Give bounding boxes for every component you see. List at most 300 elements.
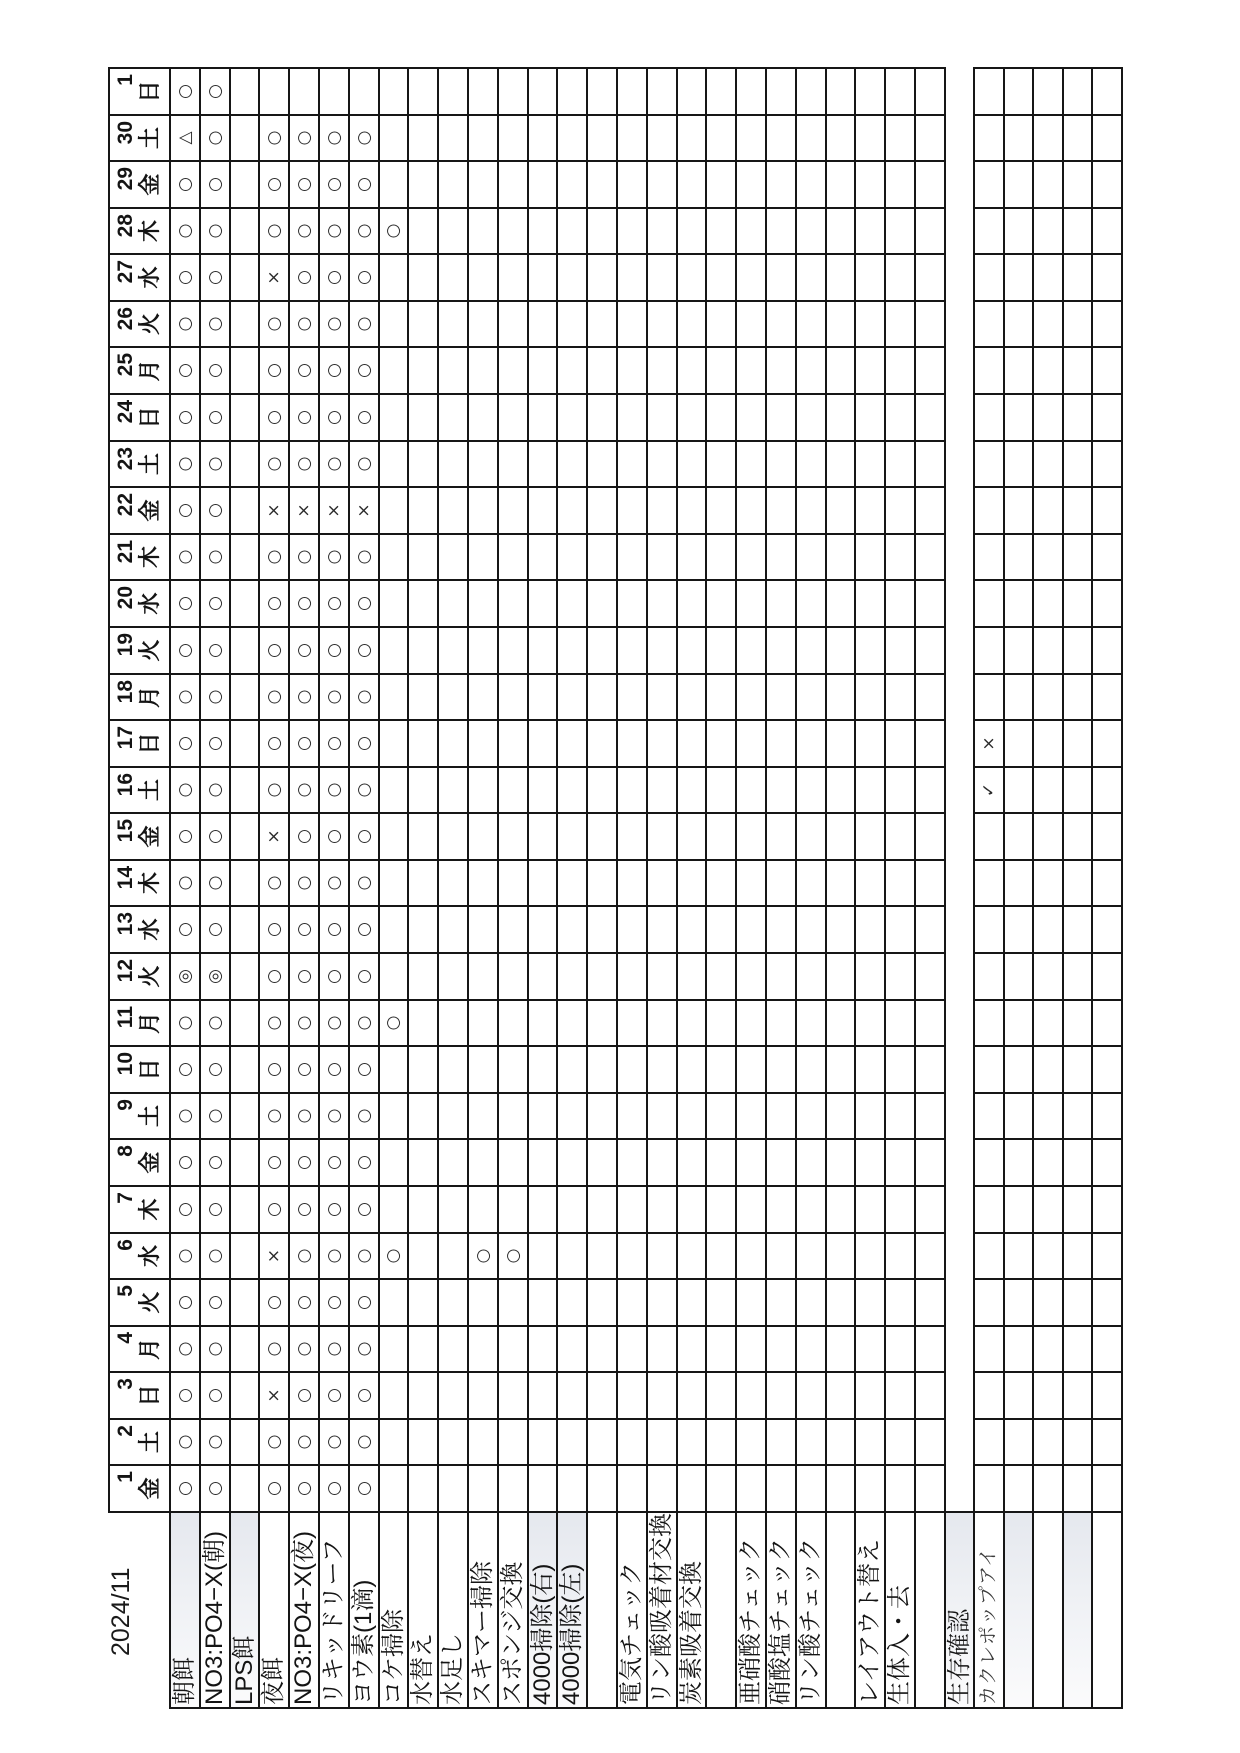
check-cell xyxy=(497,207,529,255)
check-cell xyxy=(467,579,499,628)
check-cell xyxy=(646,114,678,162)
check-cell xyxy=(229,393,260,442)
handwritten-mark: × xyxy=(323,503,344,518)
date-header-cell xyxy=(108,486,171,535)
handwritten-mark: ○ xyxy=(263,1202,284,1217)
handwritten-mark: × xyxy=(293,503,314,518)
check-cell xyxy=(616,579,648,628)
handwritten-mark: ○ xyxy=(263,316,284,332)
handwritten-mark: ○ xyxy=(353,316,374,332)
check-cell xyxy=(765,859,797,907)
check-cell xyxy=(825,766,856,814)
check-cell xyxy=(169,300,201,348)
day-number: 29 xyxy=(114,167,137,191)
task-label: NO3:PO4−X(朝) xyxy=(201,1530,228,1705)
check-cell xyxy=(497,626,529,675)
check-cell xyxy=(229,1464,260,1513)
check-cell xyxy=(854,207,886,255)
handwritten-mark: ○ xyxy=(293,363,314,378)
handwritten-mark: ○ xyxy=(323,363,344,378)
check-cell xyxy=(646,1325,678,1373)
task-label-cell xyxy=(765,1511,797,1709)
survival-check-cell xyxy=(1062,533,1093,581)
day-number: 6 xyxy=(114,1239,137,1251)
check-cell xyxy=(437,1371,469,1420)
survival-check-cell xyxy=(1003,1325,1034,1373)
check-cell xyxy=(735,859,767,907)
check-cell xyxy=(258,486,290,535)
check-cell xyxy=(407,533,439,581)
check-cell xyxy=(318,1232,350,1280)
check-cell xyxy=(646,533,678,581)
handwritten-mark: ○ xyxy=(263,130,284,146)
check-cell xyxy=(735,486,767,535)
check-cell xyxy=(854,1138,886,1187)
handwritten-mark: ○ xyxy=(293,316,314,332)
handwritten-mark: ○ xyxy=(323,1388,344,1403)
check-cell xyxy=(378,1092,409,1140)
survival-check-cell xyxy=(973,1464,1005,1513)
survival-check-cell xyxy=(1062,1138,1093,1187)
check-cell xyxy=(586,1185,618,1234)
check-cell xyxy=(318,1464,350,1513)
check-cell xyxy=(735,905,767,954)
check-cell xyxy=(676,999,707,1047)
check-cell xyxy=(378,1371,409,1420)
weekday: 土 xyxy=(137,779,162,802)
check-cell xyxy=(169,114,201,162)
check-cell xyxy=(765,766,797,814)
date-header-cell xyxy=(108,952,171,1001)
check-cell xyxy=(884,952,916,1001)
handwritten-mark: ○ xyxy=(174,270,195,285)
check-cell xyxy=(825,952,856,1001)
check-cell xyxy=(378,1418,409,1466)
handwritten-mark: ○ xyxy=(323,549,344,565)
check-cell xyxy=(378,114,409,162)
task-label-cell xyxy=(586,1511,618,1709)
check-cell xyxy=(318,300,350,348)
check-cell xyxy=(437,766,469,814)
weekday: 木 xyxy=(137,1198,162,1221)
check-cell xyxy=(318,905,350,954)
handwritten-mark: ○ xyxy=(293,643,314,658)
check-cell xyxy=(407,160,439,209)
survival-check-cell xyxy=(1003,812,1034,861)
handwritten-mark: ○ xyxy=(174,736,195,751)
check-cell xyxy=(467,1138,499,1187)
check-cell xyxy=(795,1232,827,1280)
check-cell xyxy=(854,1092,886,1140)
task-label-cell xyxy=(288,1511,320,1709)
check-cell xyxy=(288,952,320,1001)
handwritten-mark: ◎ xyxy=(174,969,195,984)
check-cell xyxy=(229,300,260,348)
survival-check-cell xyxy=(1062,440,1093,488)
survival-check-cell xyxy=(1032,905,1064,954)
date-header-cell xyxy=(108,766,171,814)
check-cell xyxy=(229,999,260,1047)
survival-check-cell xyxy=(1091,486,1123,535)
check-cell xyxy=(646,1418,678,1466)
survival-check-cell xyxy=(1003,579,1034,628)
survival-check-cell xyxy=(1003,440,1034,488)
survival-check-cell xyxy=(973,486,1005,535)
handwritten-mark: ○ xyxy=(263,177,284,192)
check-cell xyxy=(318,253,350,302)
check-cell xyxy=(258,673,290,721)
task-label-cell xyxy=(705,1511,737,1709)
check-cell xyxy=(497,300,529,348)
survival-check-cell xyxy=(1091,859,1123,907)
weekday: 金 xyxy=(137,173,162,196)
survival-check-cell xyxy=(1091,1464,1123,1513)
check-cell xyxy=(854,253,886,302)
check-cell xyxy=(795,300,827,348)
survival-check-cell xyxy=(1003,1371,1034,1420)
check-cell xyxy=(229,673,260,721)
survival-check-cell xyxy=(1091,766,1123,814)
check-cell xyxy=(169,160,201,209)
survival-check-cell xyxy=(973,1325,1005,1373)
survival-check-cell xyxy=(1062,207,1093,255)
check-cell xyxy=(527,626,558,675)
check-cell xyxy=(527,1325,558,1373)
check-cell xyxy=(556,300,588,348)
date-header-cell xyxy=(108,67,171,116)
check-cell xyxy=(318,1278,350,1327)
check-cell xyxy=(556,1464,588,1513)
handwritten-mark: ○ xyxy=(263,782,284,798)
check-cell xyxy=(914,1325,946,1373)
check-cell xyxy=(586,999,618,1047)
check-cell xyxy=(705,300,737,348)
check-cell xyxy=(348,999,380,1047)
handwritten-mark: ○ xyxy=(353,363,374,378)
check-cell xyxy=(258,1092,290,1140)
check-cell xyxy=(914,999,946,1047)
check-cell xyxy=(646,440,678,488)
survival-check-cell xyxy=(1003,859,1034,907)
task-label-cell xyxy=(199,1511,231,1709)
survival-check-cell xyxy=(1091,1371,1123,1420)
check-cell xyxy=(318,812,350,861)
check-cell xyxy=(169,812,201,861)
check-cell xyxy=(199,1464,231,1513)
day-number: 30 xyxy=(114,121,137,145)
check-cell xyxy=(854,1278,886,1327)
check-cell xyxy=(586,626,618,675)
check-cell xyxy=(288,1371,320,1420)
check-cell xyxy=(199,999,231,1047)
check-cell xyxy=(765,1185,797,1234)
date-header-cell xyxy=(108,626,171,675)
check-cell xyxy=(616,300,648,348)
check-cell xyxy=(854,346,886,395)
handwritten-mark: ○ xyxy=(353,270,374,285)
survival-check-cell xyxy=(1062,1418,1093,1466)
check-cell xyxy=(646,346,678,395)
check-cell xyxy=(556,952,588,1001)
task-label: 4000掃除(左) xyxy=(558,1563,585,1705)
check-cell xyxy=(795,766,827,814)
date-header-cell xyxy=(108,207,171,255)
check-cell xyxy=(854,1325,886,1373)
handwritten-mark: ○ xyxy=(174,1481,195,1496)
check-cell xyxy=(229,67,260,116)
handwritten-mark: ○ xyxy=(383,1248,403,1264)
survival-check-cell xyxy=(1062,486,1093,535)
check-cell xyxy=(497,1045,529,1094)
check-cell xyxy=(318,719,350,768)
check-cell xyxy=(258,626,290,675)
check-cell xyxy=(556,533,588,581)
check-cell xyxy=(765,579,797,628)
task-label-cell xyxy=(854,1511,886,1709)
check-cell xyxy=(646,1092,678,1140)
check-cell xyxy=(884,1418,916,1466)
check-cell xyxy=(407,1418,439,1466)
check-cell xyxy=(199,1185,231,1234)
check-cell xyxy=(527,67,558,116)
check-cell xyxy=(884,859,916,907)
check-cell xyxy=(229,859,260,907)
task-label: 4000掃除(右) xyxy=(528,1563,556,1705)
handwritten-mark: ○ xyxy=(502,1248,523,1264)
check-cell xyxy=(765,1371,797,1420)
check-cell xyxy=(288,253,320,302)
check-cell xyxy=(825,1092,856,1140)
handwritten-mark: ○ xyxy=(293,829,314,844)
check-cell xyxy=(348,626,380,675)
task-label-cell xyxy=(825,1511,856,1709)
check-cell xyxy=(914,300,946,348)
check-cell xyxy=(825,1138,856,1187)
check-cell xyxy=(437,859,469,907)
survival-label-cell xyxy=(1091,1511,1123,1709)
survival-check-cell xyxy=(1003,999,1034,1047)
handwritten-mark: ○ xyxy=(353,410,374,425)
handwritten-mark: ○ xyxy=(174,363,195,378)
check-cell xyxy=(854,1232,886,1280)
check-cell xyxy=(258,1138,290,1187)
check-cell xyxy=(437,905,469,954)
check-cell xyxy=(288,207,320,255)
handwritten-mark: ○ xyxy=(353,1062,374,1077)
handwritten-mark: ○ xyxy=(323,922,344,937)
check-cell xyxy=(735,253,767,302)
survival-check-cell xyxy=(1032,812,1064,861)
check-cell xyxy=(497,67,529,116)
check-cell xyxy=(229,905,260,954)
check-cell xyxy=(527,393,558,442)
check-cell xyxy=(199,346,231,395)
check-cell xyxy=(556,393,588,442)
handwritten-mark: ○ xyxy=(174,1062,195,1077)
survival-check-cell xyxy=(1062,1092,1093,1140)
check-cell xyxy=(586,207,618,255)
date-header-cell xyxy=(108,1092,171,1140)
check-cell xyxy=(825,812,856,861)
survival-check-cell xyxy=(1062,1278,1093,1327)
check-cell xyxy=(437,579,469,628)
survival-check-cell xyxy=(1032,952,1064,1001)
check-cell xyxy=(705,346,737,395)
survival-check-cell xyxy=(1091,673,1123,721)
check-cell xyxy=(914,533,946,581)
task-label: 炭素吸着交換 xyxy=(677,1561,705,1705)
check-cell xyxy=(795,579,827,628)
check-cell xyxy=(735,999,767,1047)
handwritten-mark: ○ xyxy=(323,969,344,984)
handwritten-mark: ○ xyxy=(293,782,314,798)
check-cell xyxy=(765,952,797,1001)
check-cell xyxy=(407,114,439,162)
check-cell xyxy=(348,1138,380,1187)
check-cell xyxy=(318,1418,350,1466)
handwritten-mark: ○ xyxy=(293,1155,314,1170)
check-cell xyxy=(586,673,618,721)
check-cell xyxy=(437,673,469,721)
check-cell xyxy=(825,533,856,581)
check-cell xyxy=(348,1185,380,1234)
survival-check-cell xyxy=(1062,1325,1093,1373)
check-cell xyxy=(169,579,201,628)
check-cell xyxy=(318,952,350,1001)
survival-check-cell xyxy=(1091,67,1123,116)
check-cell xyxy=(765,812,797,861)
check-cell xyxy=(825,1464,856,1513)
check-cell xyxy=(795,1185,827,1234)
check-cell xyxy=(884,160,916,209)
check-cell xyxy=(497,1325,529,1373)
check-cell xyxy=(586,1092,618,1140)
handwritten-mark: ○ xyxy=(204,84,225,99)
task-label-cell xyxy=(437,1511,469,1709)
check-cell xyxy=(378,905,409,954)
check-cell xyxy=(288,160,320,209)
check-cell xyxy=(497,579,529,628)
check-cell xyxy=(556,440,588,488)
check-cell xyxy=(765,114,797,162)
check-cell xyxy=(795,533,827,581)
handwritten-mark: ○ xyxy=(353,1108,374,1124)
check-cell xyxy=(825,253,856,302)
check-cell xyxy=(199,905,231,954)
check-cell xyxy=(467,160,499,209)
day-number: 2 xyxy=(114,1425,137,1437)
check-cell xyxy=(527,952,558,1001)
task-label: スポンジ交換 xyxy=(499,1561,526,1705)
check-cell xyxy=(676,160,707,209)
check-cell xyxy=(884,440,916,488)
check-cell xyxy=(646,766,678,814)
handwritten-mark: ○ xyxy=(174,316,195,332)
check-cell xyxy=(467,905,499,954)
day-number: 12 xyxy=(114,959,137,983)
check-cell xyxy=(795,114,827,162)
check-cell xyxy=(854,952,886,1001)
check-cell xyxy=(378,1325,409,1373)
check-cell xyxy=(586,440,618,488)
check-cell xyxy=(497,1418,529,1466)
check-cell xyxy=(646,1138,678,1187)
check-cell xyxy=(378,1278,409,1327)
handwritten-mark: ○ xyxy=(263,549,284,565)
day-number: 27 xyxy=(114,260,137,284)
check-cell xyxy=(765,1045,797,1094)
handwritten-mark: ○ xyxy=(263,596,284,611)
handwritten-mark: ○ xyxy=(353,922,374,937)
check-cell xyxy=(854,579,886,628)
check-cell xyxy=(437,160,469,209)
weekday: 土 xyxy=(137,453,162,476)
check-cell xyxy=(527,533,558,581)
check-cell xyxy=(318,533,350,581)
handwritten-mark: ○ xyxy=(323,1434,344,1450)
check-cell xyxy=(735,1185,767,1234)
handwritten-mark: ○ xyxy=(323,875,344,891)
check-cell xyxy=(765,486,797,535)
survival-check-cell xyxy=(1062,160,1093,209)
check-cell xyxy=(914,346,946,395)
check-cell xyxy=(407,1232,439,1280)
handwritten-mark: ○ xyxy=(263,922,284,937)
check-cell xyxy=(556,1371,588,1420)
check-cell xyxy=(676,626,707,675)
check-cell xyxy=(765,673,797,721)
check-cell xyxy=(914,440,946,488)
check-cell xyxy=(795,812,827,861)
day-number: 19 xyxy=(114,633,137,657)
check-cell xyxy=(288,1232,320,1280)
survival-check-cell xyxy=(1062,1232,1093,1280)
handwritten-mark: △ xyxy=(174,131,195,145)
day-number: 17 xyxy=(114,726,137,750)
survival-check-cell xyxy=(1032,160,1064,209)
check-cell xyxy=(527,579,558,628)
date-header-cell xyxy=(108,440,171,488)
check-cell xyxy=(676,1138,707,1187)
check-cell xyxy=(825,673,856,721)
check-cell xyxy=(527,673,558,721)
handwritten-mark: ○ xyxy=(323,1155,344,1170)
check-cell xyxy=(348,1232,380,1280)
handwritten-mark: ○ xyxy=(323,1248,344,1264)
check-cell xyxy=(318,859,350,907)
check-cell xyxy=(318,999,350,1047)
check-cell xyxy=(556,766,588,814)
survival-check-cell xyxy=(973,626,1005,675)
survival-check-cell xyxy=(973,300,1005,348)
handwritten-mark: ○ xyxy=(263,1481,284,1496)
check-cell xyxy=(884,114,916,162)
check-cell xyxy=(586,160,618,209)
check-cell xyxy=(318,766,350,814)
check-cell xyxy=(825,114,856,162)
check-cell xyxy=(497,533,529,581)
handwritten-mark: ○ xyxy=(353,1341,374,1357)
check-cell xyxy=(765,1278,797,1327)
survival-check-cell xyxy=(1091,952,1123,1001)
check-cell xyxy=(318,1138,350,1187)
handwritten-mark: ○ xyxy=(263,1015,284,1031)
check-cell xyxy=(765,1232,797,1280)
check-cell xyxy=(914,253,946,302)
handwritten-mark: ○ xyxy=(323,1295,344,1310)
check-cell xyxy=(348,905,380,954)
survival-check-cell xyxy=(1062,812,1093,861)
